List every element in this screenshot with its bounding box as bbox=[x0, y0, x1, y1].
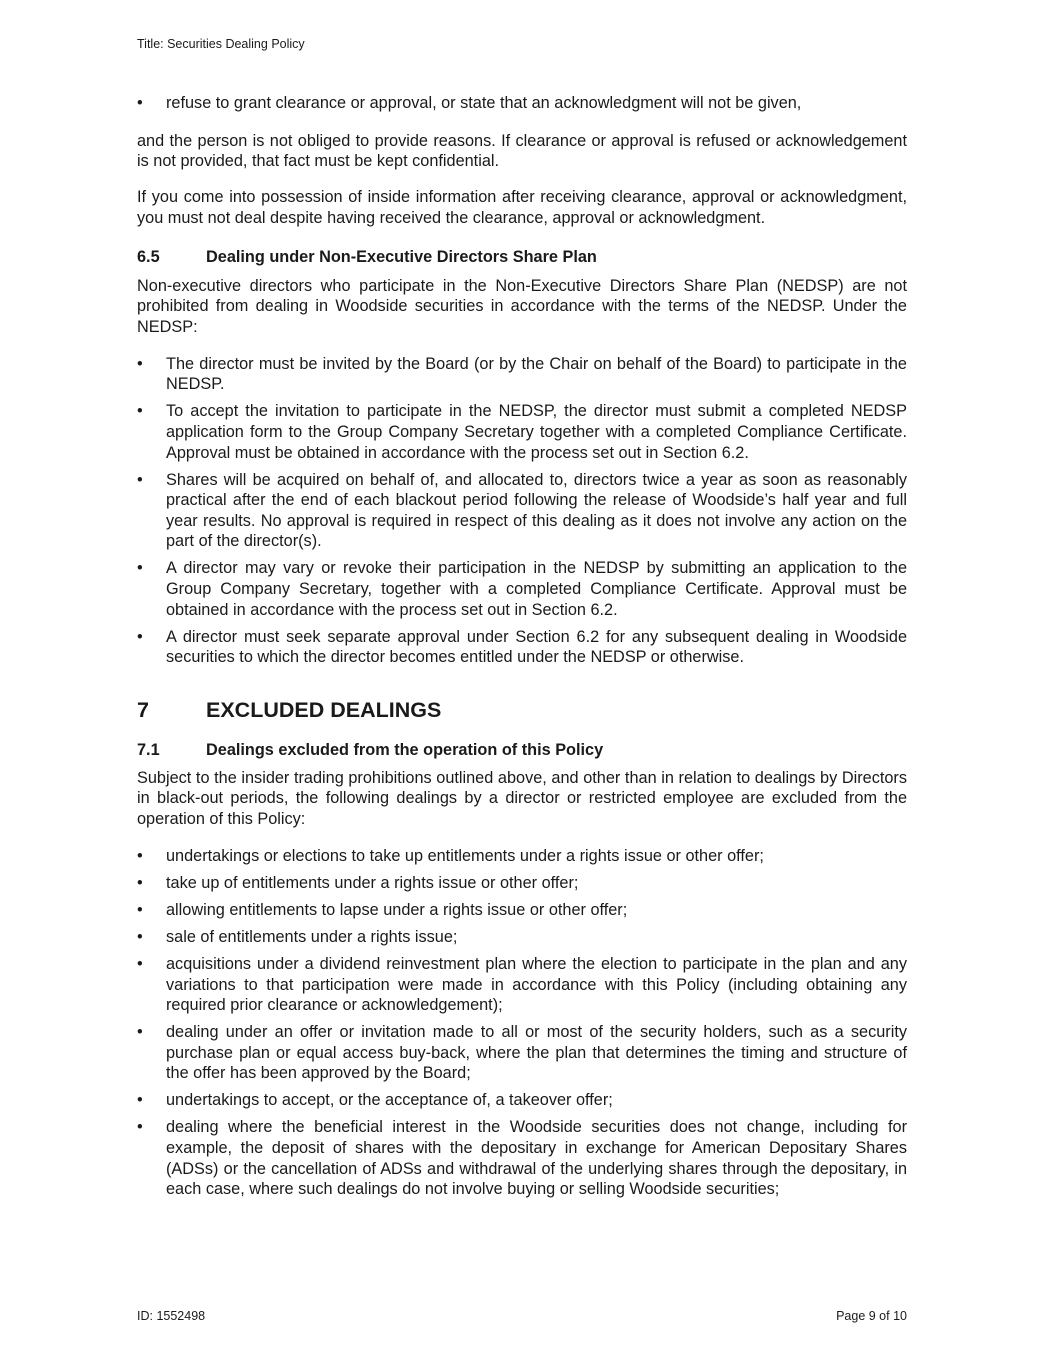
section-number: 7.1 bbox=[137, 740, 160, 759]
list-item-text: The director must be invited by the Board (or by the Chair on behalf of the Board) to participate in the NEDSP. bbox=[166, 354, 907, 394]
bullet-icon: • bbox=[137, 928, 143, 947]
bullet-icon: • bbox=[137, 847, 143, 866]
list-item-text: allowing entitlements to lapse under a rights issue or other offer; bbox=[166, 901, 628, 920]
top-bullet-list bbox=[137, 93, 907, 114]
page-header-title: Title: Securities Dealing Policy bbox=[137, 37, 305, 51]
section-title: Dealings excluded from the operation of this Policy bbox=[206, 740, 604, 759]
section-intro: Subject to the insider trading prohibitions outlined above, and other than in relation to dealings by Directors in black-out periods, the following dealings by a director or restricted employee are excluded from the operation of this Policy: bbox=[137, 768, 907, 828]
excluded-dealings-list bbox=[137, 846, 907, 1200]
list-item-text: A director may vary or revoke their participation in the NEDSP by submitting an application to the Group Company Secretary, together with a completed Compliance Certificate. Approval must be obtained in accordance with the process set out in Section 6.2. bbox=[166, 559, 907, 619]
document-body bbox=[137, 93, 907, 1215]
section-intro: Non-executive directors who participate in the Non-Executive Directors Share Plan (NEDSP) are not prohibited from dealing in Woodside securities in accordance with the terms of the NEDSP. Under the NEDSP: bbox=[137, 276, 907, 336]
list-item-text: acquisitions under a dividend reinvestment plan where the election to participate in the plan and any variations to that participation were made in accordance with this Policy (including obtaining any required prior clearance or acknowledgement); bbox=[166, 955, 907, 1015]
paragraph: and the person is not obliged to provide reasons. If clearance or approval is refused or acknowledgement is not provided, that fact must be kept confidential. bbox=[137, 131, 907, 171]
list-item-text: refuse to grant clearance or approval, or state that an acknowledgment will not be given, bbox=[166, 94, 802, 112]
list-item bbox=[137, 558, 907, 620]
list-item-text: Shares will be acquired on behalf of, and allocated to, directors twice a year as soon as reasonably practical after the end of each blackout period following the release of Woodside’s half year and full year results. No approval is required in respect of this dealing as it does not involve any action on the part of the director(s). bbox=[166, 470, 907, 551]
bullet-icon: • bbox=[137, 901, 143, 920]
bullet-icon: • bbox=[137, 354, 143, 373]
list-item bbox=[137, 470, 907, 552]
bullet-icon: • bbox=[137, 627, 143, 646]
list-item bbox=[137, 93, 907, 114]
section-heading-7-1 bbox=[137, 740, 907, 761]
list-item-text: take up of entitlements under a rights issue or other offer; bbox=[166, 874, 579, 893]
bullet-icon: • bbox=[137, 94, 143, 112]
list-item bbox=[137, 354, 907, 395]
section-title: EXCLUDED DEALINGS bbox=[206, 697, 442, 722]
bullet-icon: • bbox=[137, 955, 143, 974]
section-number: 7 bbox=[137, 697, 149, 722]
bullet-icon: • bbox=[137, 402, 143, 421]
list-item-text: dealing under an offer or invitation made to all or most of the security holders, such as a security purchase plan or equal access buy-back, where the plan that determines the timing and structure of the offer has been approved by the Board; bbox=[166, 1023, 907, 1083]
bullet-icon: • bbox=[137, 874, 143, 893]
bullet-icon: • bbox=[137, 1091, 143, 1110]
list-item bbox=[137, 873, 907, 894]
bullet-icon: • bbox=[137, 470, 143, 489]
section-title: Dealing under Non-Executive Directors Share Plan bbox=[206, 248, 597, 267]
bullet-icon: • bbox=[137, 559, 143, 578]
list-item bbox=[137, 1090, 907, 1111]
bullet-icon: • bbox=[137, 1023, 143, 1042]
list-item bbox=[137, 1117, 907, 1199]
bullet-icon: • bbox=[137, 1118, 143, 1137]
list-item bbox=[137, 900, 907, 921]
list-item bbox=[137, 627, 907, 668]
list-item bbox=[137, 846, 907, 867]
list-item-text: dealing where the beneficial interest in the Woodside securities does not change, including for example, the deposit of shares with the depositary in exchange for American Depositary Shares (ADSs) or the cancellation of ADSs and withdrawal of the underlying shares through the depositary, in each case, where such dealings do not involve buying or selling Woodside securities; bbox=[166, 1118, 907, 1199]
section-number: 6.5 bbox=[137, 248, 160, 267]
section-heading-7 bbox=[137, 697, 907, 723]
footer-document-id: ID: 1552498 bbox=[137, 1309, 206, 1323]
list-item bbox=[137, 954, 907, 1016]
list-item bbox=[137, 927, 907, 948]
list-item bbox=[137, 401, 907, 463]
list-item-text: A director must seek separate approval under Section 6.2 for any subsequent dealing in Woodside securities to which the director becomes entitled under the NEDSP or otherwise. bbox=[166, 627, 907, 667]
list-item-text: undertakings or elections to take up entitlements under a rights issue or other offer; bbox=[166, 847, 764, 866]
paragraph: If you come into possession of inside information after receiving clearance, approval or acknowledgment, you must not deal despite having received the clearance, approval or acknowledgment. bbox=[137, 188, 907, 227]
list-item-text: To accept the invitation to participate in the NEDSP, the director must submit a completed NEDSP application form to the Group Company Secretary together with a completed Compliance Certificate. Approval must be obtained in accordance with the process set out in Section 6.2. bbox=[166, 402, 907, 462]
list-item bbox=[137, 1022, 907, 1084]
section-heading-6-5 bbox=[137, 247, 907, 268]
list-item-text: undertakings to accept, or the acceptance of, a takeover offer; bbox=[166, 1091, 613, 1110]
list-item-text: sale of entitlements under a rights issue; bbox=[166, 928, 458, 947]
footer-page-number: Page 9 of 10 bbox=[836, 1309, 907, 1323]
nedsp-bullet-list bbox=[137, 354, 907, 668]
